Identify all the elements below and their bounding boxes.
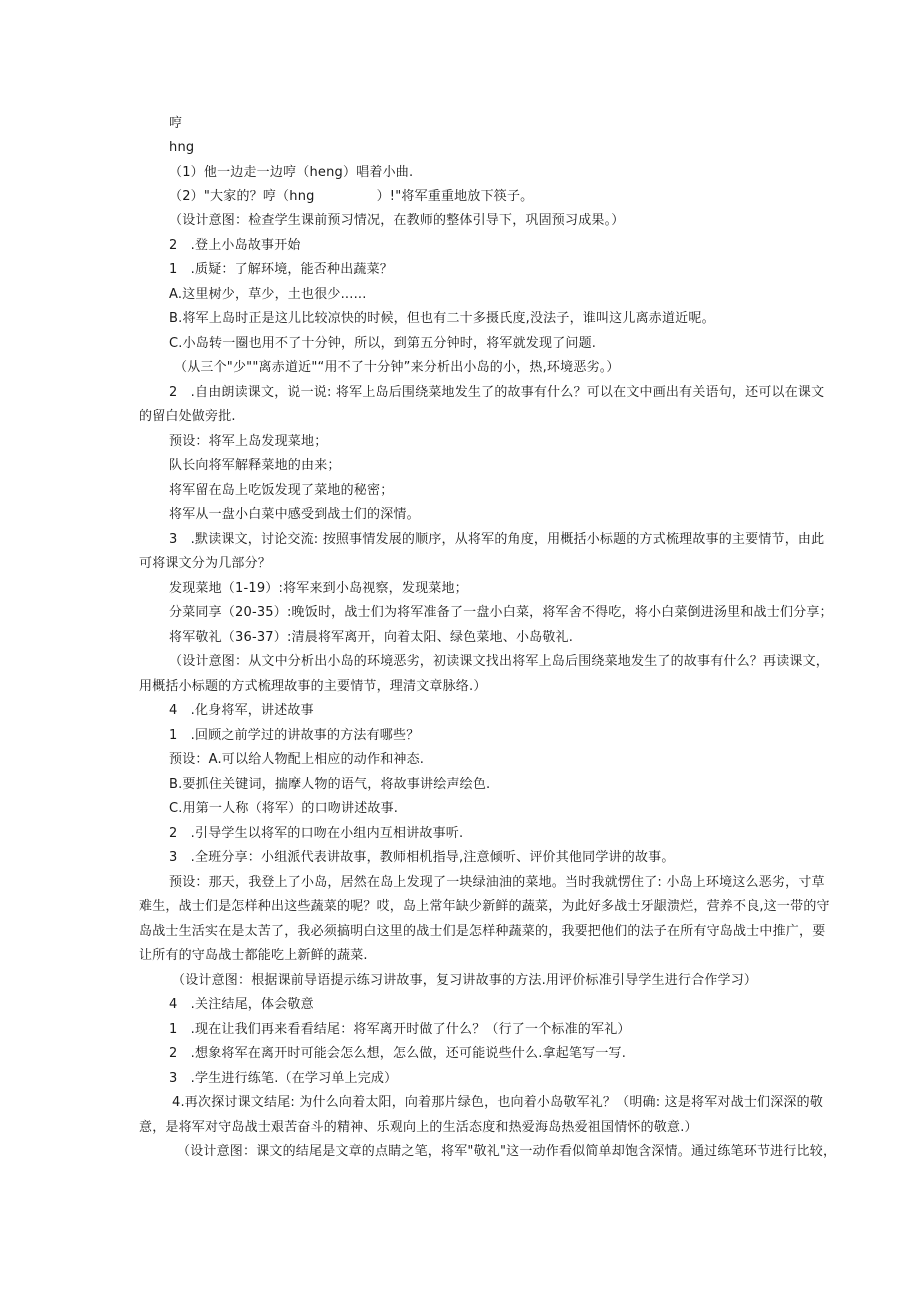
text-line: C.用第一人称（将军）的口吻讲述故事.	[169, 801, 399, 816]
text-line: 分菜同享（20-35）:晚饭时，战士们为将军准备了一盘小白菜，将军舍不得吃，将小白菜倒进汤里和战士们分享；	[169, 605, 833, 620]
design-intent-note: （设计意图：从文中分析出小岛的环境恶劣，初读课文找出将军上岛后围绕菜地发生了的故事有什么？再读课文，	[169, 654, 830, 669]
text-line: 的留白处做旁批.	[139, 409, 236, 424]
text-fragment: （2）"大家的？哼（hng	[169, 189, 315, 204]
text-line: 预设：那天，我登上了小岛，居然在岛上发现了一块绿油油的菜地。当时我就愣住了: 小岛上环境这么恶劣，寸草	[169, 875, 825, 890]
section-heading: 4 .关注结尾，体会敬意	[169, 997, 314, 1012]
text-line: 3 .学生进行练笔.（在学习单上完成）	[169, 1071, 398, 1086]
design-intent-note: （设计意图：检查学生课前预习情况，在教师的整体引导下，巩固预习成果。）	[169, 213, 625, 228]
text-line: 预设：A.可以给人物配上相应的动作和神态.	[169, 752, 425, 767]
text-line: 2 .自由朗读课文，说一说: 将军上岛后围绕菜地发生了的故事有什么？可以在文中画出有关语句，还可以在课文	[169, 385, 825, 400]
text-line: 4.再次探讨课文结尾: 为什么向着太阳，向着那片绿色，也向着小岛敬军礼？（明确: 这是将军对战士们深深的敬	[172, 1095, 824, 1110]
text-line: 岛战士生活实在是太苦了，我必须搞明白这里的战士们是怎样种蔬菜的，我要把他们的法子在所有守岛战士中推广，要	[139, 924, 826, 939]
text-line: 1 .质疑：了解环境，能否种出蔬菜？	[169, 262, 394, 277]
text-line: 发现菜地（1-19）:将军来到小岛视察，发现菜地；	[169, 581, 468, 596]
text-line: hng	[169, 140, 195, 155]
text-line: 队长向将军解释菜地的由来；	[169, 458, 341, 473]
text-line: 意，是将军对守岛战士艰苦奋斗的精神、乐观向上的生活态度和热爱海岛热爱祖国情怀的敬意.）	[139, 1120, 698, 1135]
text-line: 1 .回顾之前学过的讲故事的方法有哪些？	[169, 728, 420, 743]
text-line: C.小岛转一圈也用不了十分钟，所以，到第五分钟时，将军就发现了问题.	[169, 336, 597, 351]
text-line: 将军从一盘小白菜中感受到战士们的深情。	[169, 507, 420, 522]
text-line: B.将军上岛时正是这儿比较凉快的时候，但也有二十多摄氏度,没法子，谁叫这儿离赤道近呢。	[169, 311, 715, 326]
text-line: 3 .默读课文，讨论交流: 按照事情发展的顺序，从将军的角度，用概括小标题的方式梳理故事的主要情节，由此	[169, 532, 825, 547]
text-line: 将军敬礼（36-37）:清晨将军离开，向着太阳、绿色菜地、小岛敬礼.	[169, 630, 574, 645]
text-line: 2 .引导学生以将军的口吻在小组内互相讲故事听.	[169, 826, 464, 841]
text-line: A.这里树少，草少，土也很少......	[169, 287, 367, 302]
text-line: 预设：将军上岛发现菜地；	[169, 434, 328, 449]
text-line: （从三个"少""离赤道近"“用不了十分钟”来分析出小岛的小，热,环境恶劣。）	[174, 360, 620, 375]
section-heading: 4 .化身将军，讲述故事	[169, 703, 314, 718]
text-line: 1 .现在让我们再来看看结尾：将军离开时做了什么？（行了一个标准的军礼）	[169, 1022, 631, 1037]
text-line: 可将课文分为几部分？	[139, 556, 272, 571]
text-line: 3 .全班分享：小组派代表讲故事，教师相机指导,注意倾听、评价其他同学讲的故事。	[169, 850, 675, 865]
text-line: 将军留在岛上吃饭发现了菜地的秘密；	[169, 483, 394, 498]
text-line: 哼	[169, 116, 183, 131]
design-intent-note: （设计意图：根据课前导语提示练习讲故事，复习讲故事的方法.用评价标准引导学生进行合作学习）	[172, 973, 758, 988]
section-heading: 2 .登上小岛故事开始	[169, 238, 301, 253]
text-line	[169, 188, 533, 206]
design-intent-note: 用概括小标题的方式梳理故事的主要情节，理清文章脉络.）	[139, 679, 487, 694]
text-line: 让所有的守岛战士都能吃上新鲜的蔬菜.	[139, 948, 368, 963]
text-line: 2 .想象将军在离开时可能会怎么想，怎么做，还可能说些什么.拿起笔写一写.	[169, 1046, 627, 1061]
text-line: （1）他一边走一边哼（heng）唱着小曲.	[169, 165, 414, 180]
text-line: B.要抓住关键词，揣摩人物的语气，将故事讲绘声绘色.	[169, 777, 491, 792]
design-intent-note: （设计意图：课文的结尾是文章的点睛之笔，将军"敬礼"这一动作看似简单却饱含深情。通过练笔环节进行比较，	[177, 1144, 837, 1159]
text-fragment: ）!"将军重重地放下筷子。	[376, 189, 534, 204]
text-line: 难生，战士们是怎样种出这些蔬菜的呢？哎，岛上常年缺少新鲜的蔬菜，为此好多战士牙龈溃烂，营养不良,这一带的守	[139, 899, 830, 914]
